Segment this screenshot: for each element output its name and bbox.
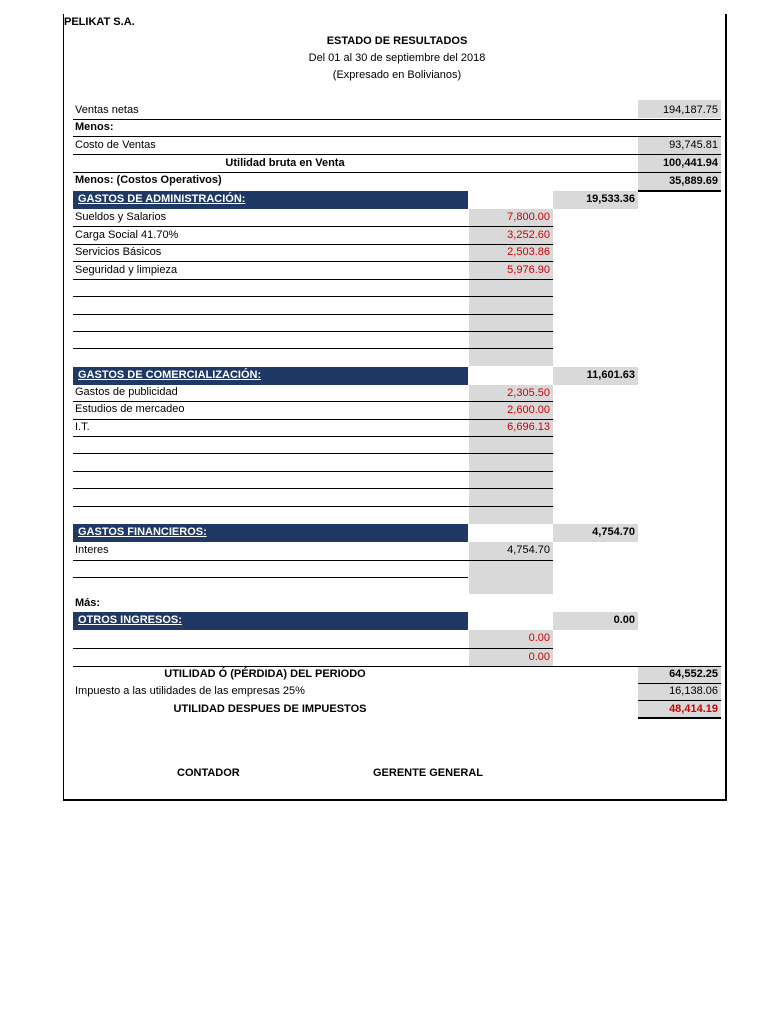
ventas-label: Ventas netas — [75, 104, 139, 116]
total-underline — [638, 190, 721, 192]
section-header-comercializacion: GASTOS DE COMERCIALIZACIÓN: — [73, 367, 468, 385]
list-item-label: Estudios de mercadeo — [75, 403, 185, 415]
otros-ingresos-total: 0.00 — [553, 612, 638, 630]
list-item-value: 3,252.60 — [507, 229, 550, 241]
list-item-label: Carga Social 41.70% — [75, 229, 179, 241]
costo-value: 93,745.81 — [669, 139, 718, 151]
row-divider — [73, 436, 553, 437]
row-divider — [73, 314, 553, 315]
list-item-label: Servicios Básicos — [75, 246, 162, 258]
financieros-total: 4,754.70 — [553, 524, 638, 542]
report-period: Del 01 al 30 de septiembre del 2018 — [308, 52, 486, 64]
utilidad-periodo-value: 64,552.25 — [669, 668, 718, 680]
menos-label: Menos: — [75, 121, 114, 133]
company-name: PELIKAT S.A. — [64, 16, 135, 28]
row-divider — [73, 577, 468, 578]
report-title: ESTADO DE RESULTADOS — [326, 35, 468, 47]
costos-operativos-value: 35,889.69 — [669, 175, 718, 187]
list-item-label: Interes — [75, 544, 109, 556]
list-item-value: 6,696.13 — [507, 421, 550, 433]
utilidad-bruta-label: Utilidad bruta en Venta — [225, 157, 345, 169]
row-divider — [73, 331, 553, 332]
despues-label: UTILIDAD DESPUES DE IMPUESTOS — [173, 703, 367, 715]
row-divider — [73, 471, 553, 472]
total-underline — [638, 717, 721, 719]
list-item-label: Gastos de publicidad — [75, 386, 178, 398]
list-item-value: 0.00 — [528, 632, 550, 644]
section-header-administracion: GASTOS DE ADMINISTRACIÓN: — [73, 191, 468, 209]
list-item-value: 2,503.86 — [507, 246, 550, 258]
row-divider — [73, 453, 553, 454]
comercializacion-total: 11,601.63 — [553, 367, 638, 385]
list-item-label: Seguridad y limpieza — [75, 264, 178, 276]
mas-label: Más: — [75, 597, 101, 609]
list-item-value: 4,754.70 — [507, 544, 550, 556]
row-divider — [73, 279, 553, 280]
currency-note: (Expresado en Bolivianos) — [332, 69, 462, 81]
list-item-value: 0.00 — [528, 651, 550, 663]
impuesto-label: Impuesto a las utilidades de las empresas 25% — [75, 685, 305, 697]
signature-contador: CONTADOR — [177, 767, 240, 779]
section-header-otros-ingresos: OTROS INGRESOS: — [73, 612, 468, 630]
row-divider — [73, 348, 553, 349]
list-item-label: Sueldos y Salarios — [75, 211, 167, 223]
utilidad-periodo-label: UTILIDAD Ó (PÉRDIDA) DEL PERIODO — [164, 668, 366, 680]
list-item-label: I.T. — [75, 421, 90, 433]
signature-gerente: GERENTE GENERAL — [373, 767, 484, 779]
list-item-value: 2,305.50 — [507, 387, 550, 399]
section-header-financieros: GASTOS FINANCIEROS: — [73, 524, 468, 542]
administracion-total: 19,533.36 — [553, 191, 638, 209]
row-divider — [73, 488, 553, 489]
ventas-value: 194,187.75 — [662, 104, 718, 116]
row-divider — [73, 296, 553, 297]
costos-operativos-label: Menos: (Costos Operativos) — [75, 174, 222, 186]
row-divider — [73, 560, 553, 561]
list-item-value: 2,600.00 — [507, 404, 550, 416]
row-divider — [73, 506, 553, 507]
utilidad-bruta-value: 100,441.94 — [662, 157, 718, 169]
row-divider — [73, 119, 721, 120]
costo-label: Costo de Ventas — [75, 139, 156, 151]
row-divider — [73, 136, 721, 137]
despues-value: 48,414.19 — [669, 703, 718, 715]
impuesto-value: 16,138.06 — [669, 685, 718, 697]
list-item-value: 7,800.00 — [507, 211, 550, 223]
list-item-value: 5,976.90 — [507, 264, 550, 276]
